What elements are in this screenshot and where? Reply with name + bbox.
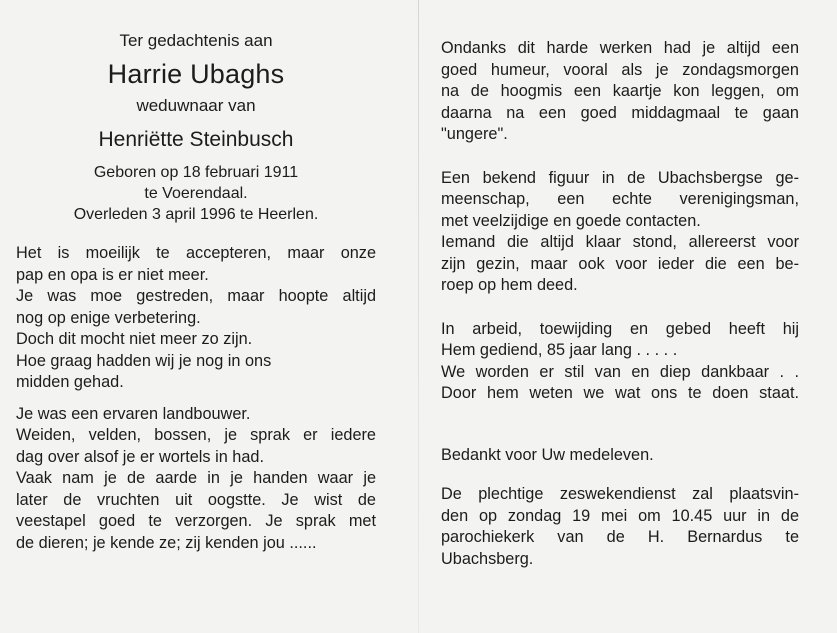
text-line: zijn gezin, maar ook voor ieder die een be- bbox=[441, 254, 799, 273]
text-line: Je was moe gestreden, maar hoopte altijd bbox=[16, 287, 376, 305]
text-line: Vaak nam je de aarde in je handen waar je bbox=[16, 469, 376, 487]
text-line: daarna na een goed middagmaal te gaan bbox=[441, 103, 799, 122]
text-line: Het is moeilijk te accepteren, maar onze bbox=[16, 244, 376, 262]
text-line: parochiekerk van de H. Bernardus te bbox=[441, 528, 799, 546]
text-line: midden gehad. bbox=[16, 373, 124, 391]
paragraph-farmer bbox=[16, 404, 376, 555]
text-line: Door hem weten we wat ons te doen staat. bbox=[441, 384, 799, 402]
left-page bbox=[16, 30, 376, 554]
intro-text: Ter gedachtenis aan bbox=[119, 31, 273, 50]
text-line: pap en opa is er niet meer. bbox=[16, 265, 209, 284]
birth-date-line: Geboren op 18 februari 1911 bbox=[93, 164, 299, 181]
text-line: na de hoogmis een kaartje kon leggen, om bbox=[441, 82, 799, 100]
spouse-name: Henriëtte Steinbusch bbox=[98, 128, 294, 151]
life-dates bbox=[16, 162, 376, 225]
text-line: In arbeid, toewijding en gebed heeft hij bbox=[441, 319, 799, 338]
text-line: Weiden, velden, bossen, je sprak er iedere bbox=[16, 426, 376, 444]
fold-line bbox=[418, 0, 419, 633]
deceased-name: Harrie Ubaghs bbox=[107, 59, 285, 89]
text-line: nog op enige verbetering. bbox=[16, 308, 201, 327]
text-line: later de vruchten uit oogstte. Je wist de bbox=[16, 490, 376, 509]
widower-of-text: weduwnaar van bbox=[136, 96, 256, 115]
paragraph-thanks bbox=[441, 445, 799, 467]
text-line: Iemand die altijd klaar stond, allereerst voor bbox=[441, 233, 799, 251]
text-line: Doch dit mocht niet meer zo zijn. bbox=[16, 330, 253, 348]
text-line: Een bekend figuur in de Ubachsbergse ge- bbox=[441, 168, 799, 187]
text-line: Hoe graag hadden wij je nog in ons bbox=[16, 351, 272, 370]
text-line: den op zondag 19 mei om 10.45 uur in de bbox=[441, 506, 799, 525]
memorial-header bbox=[16, 30, 376, 225]
paragraph-farewell bbox=[16, 243, 376, 394]
death-line: Overleden 3 april 1996 te Heerlen. bbox=[73, 206, 319, 223]
text-line: veestapel goed te verzorgen. Je sprak met bbox=[16, 512, 376, 530]
text-line: roep op hem deed. bbox=[441, 276, 578, 294]
paragraph-community bbox=[441, 168, 799, 297]
paragraph-humour bbox=[441, 38, 799, 146]
text-line: De plechtige zeswekendienst zal plaatsvin- bbox=[441, 485, 799, 503]
text-line: meenschap, een echte verenigingsman, bbox=[441, 190, 799, 208]
text-line: dag over alsof je er wortels in had. bbox=[16, 447, 264, 466]
text-line: Bedankt voor Uw medeleven. bbox=[441, 445, 654, 464]
birth-place-line: te Voerendaal. bbox=[144, 185, 248, 202]
text-line: Ondanks dit harde werken had je altijd een bbox=[441, 39, 799, 57]
text-line: Hem gediend, 85 jaar lang . . . . . bbox=[441, 341, 678, 359]
paragraph-devotion bbox=[441, 319, 799, 405]
text-line: de dieren; je kende ze; zij kenden jou ...... bbox=[16, 533, 317, 552]
text-line: Je was een ervaren landbouwer. bbox=[16, 404, 251, 423]
text-line: "ungere". bbox=[441, 125, 508, 143]
right-page bbox=[441, 38, 799, 570]
text-line: Ubachsberg. bbox=[441, 549, 534, 568]
text-line: We worden er stil van en diep dankbaar . . bbox=[441, 362, 799, 381]
text-line: met veelzijdige en goede contacten. bbox=[441, 211, 701, 230]
text-line: goed humeur, vooral als je zondagsmorgen bbox=[441, 60, 799, 79]
paragraph-service bbox=[441, 484, 799, 570]
